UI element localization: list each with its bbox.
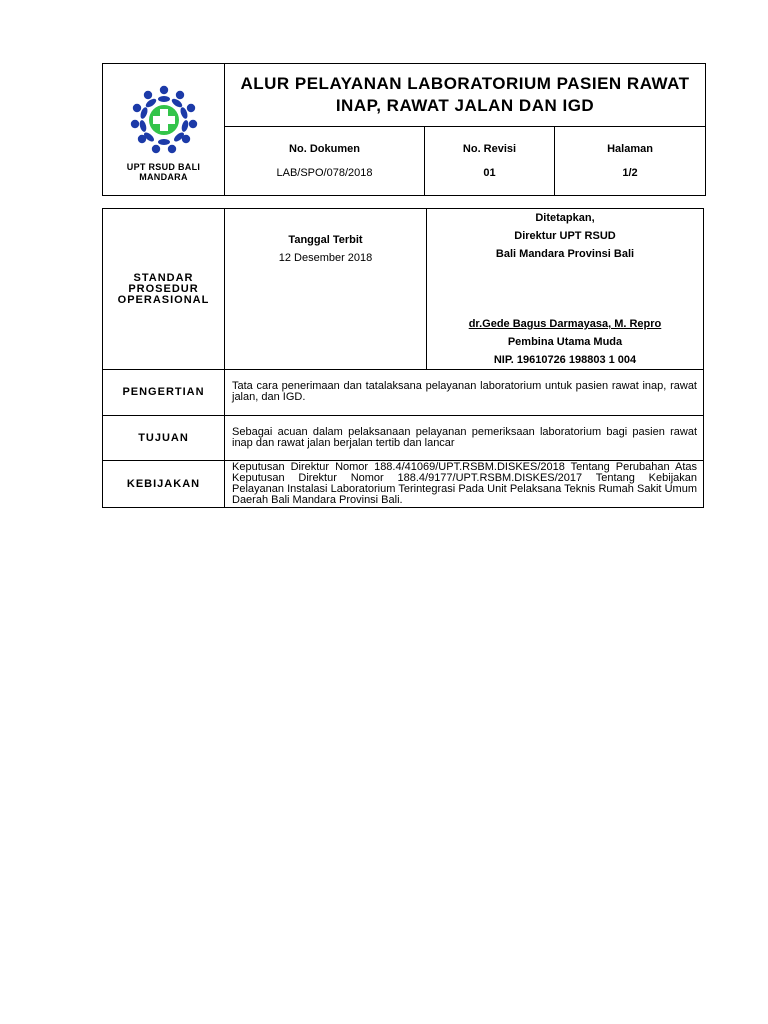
direktur-text: Direktur UPT RSUD <box>514 230 616 242</box>
no-revisi-label: No. Revisi <box>462 143 517 155</box>
instansi-text: Bali Mandara Provinsi Bali <box>495 248 635 260</box>
tujuan-label: TUJUAN <box>103 416 225 461</box>
kebijakan-text: Keputusan Direktur Nomor 188.4/41069/UPT.RSBM.DISKES/2018 Tentang Perubahan Atas Keputusan Direktur Nomor 188.4/9177/UPT.RSBM.DISKES/2017 Tentang Kebijakan Pelayanan Instalasi Laboratorium Terintegrasi Pada Unit Pelaksana Teknis Rumah Sakit Umum Daerah Bali Mandara Provinsi Bali. <box>225 461 704 508</box>
penetapan-cell <box>427 209 704 370</box>
sop-label: STANDAR PROSEDUR OPERASIONAL <box>103 209 225 370</box>
pengertian-label: PENGERTIAN <box>103 370 225 416</box>
pangkat-text: Pembina Utama Muda <box>507 336 623 348</box>
sop-body-table <box>102 208 704 508</box>
halaman-label: Halaman <box>607 143 653 155</box>
logo-cell <box>103 64 225 196</box>
halaman-value: 1/2 <box>622 167 638 179</box>
ditetapkan-text: Ditetapkan, <box>535 212 595 224</box>
no-dokumen-value: LAB/SPO/078/2018 <box>276 167 373 179</box>
pejabat-name: dr.Gede Bagus Darmayasa, M. Repro <box>468 318 662 330</box>
signature-space <box>427 263 703 315</box>
kebijakan-label: KEBIJAKAN <box>103 461 225 508</box>
no-revisi-cell <box>425 127 555 196</box>
no-dokumen-cell <box>225 127 425 196</box>
pengertian-text: Tata cara penerimaan dan tatalaksana pelayanan laboratorium untuk pasien rawat inap, rawat jalan, dan IGD. <box>225 370 704 416</box>
tanggal-terbit-value: 12 Desember 2018 <box>278 252 373 264</box>
document-title: ALUR PELAYANAN LABORATORIUM PASIEN RAWAT INAP, RAWAT JALAN DAN IGD <box>225 64 706 127</box>
tujuan-text: Sebagai acuan dalam pelaksanaan pelayanan pemeriksaan laboratorium bagi pasien rawat inap dan rawat jalan berjalan tertib dan lancar <box>225 416 704 461</box>
nip-text: NIP. 19610726 198803 1 004 <box>493 354 637 366</box>
logo-text: UPT RSUD BALI MANDARA <box>126 161 201 182</box>
no-revisi-value: 01 <box>483 167 496 179</box>
tanggal-terbit-cell <box>225 209 427 370</box>
document-header-table <box>102 63 706 196</box>
hospital-logo-icon <box>119 84 209 158</box>
tanggal-terbit-label: Tanggal Terbit <box>288 234 363 246</box>
no-dokumen-label: No. Dokumen <box>289 143 360 155</box>
halaman-cell <box>555 127 706 196</box>
